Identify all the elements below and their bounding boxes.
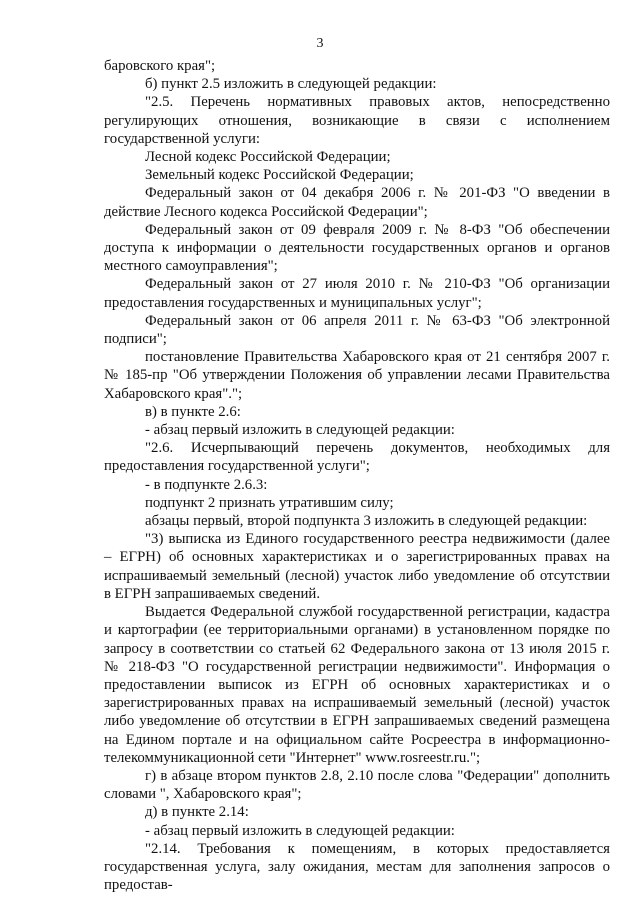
paragraph: Выдается Федеральной службой государственной регистрации, кадастра и картографии (ее территориальными органами) в установленном порядке по запросу в соответствии со статьей 62 Федерального закона от 13 июля 2015 г. № 218-ФЗ "О государственной регистрации недвижимости". Информация о предоставлении выписок из ЕГРН об основных характеристиках и о зарегистрированных правах на испрашиваемый земельный (лесной) участок либо уведомление об отсутствии в ЕГРН запрашиваемых сведений размещена на Едином портале и на официальном сайте Росреестра в информационно-телекоммуникационной сети "Интернет" www.rosreestr.ru."; bbox=[104, 604, 610, 766]
paragraph: в) в пункте 2.6: bbox=[145, 403, 241, 420]
paragraph: подпункт 2 признать утратившим силу; bbox=[145, 494, 394, 511]
paragraph: д) в пункте 2.14: bbox=[145, 804, 249, 821]
paragraph: Федеральный закон от 09 февраля 2009 г. № 8-ФЗ "Об обеспечении доступа к информации о деятельности государственных органов и органов местного самоуправления"; bbox=[104, 221, 610, 275]
paragraph: Федеральный закон от 27 июля 2010 г. № 210-ФЗ "Об организации предоставления государственных и муниципальных услуг"; bbox=[104, 276, 610, 311]
page-number: 3 bbox=[316, 36, 324, 51]
paragraph: - абзац первый изложить в следующей редакции: bbox=[145, 822, 455, 839]
paragraph: Лесной кодекс Российской Федерации; bbox=[145, 149, 391, 166]
paragraph: "2.5. Перечень нормативных правовых актов, непосредственно регулирующих отношения, возникающие в связи с исполнением государственной услуги: bbox=[104, 94, 610, 147]
paragraph: "3) выписка из Единого государственного реестра недвижимости (далее – ЕГРН) об основных характеристиках и о зарегистрированных правах на испрашиваемый земельный (лесной) участок либо уведомление об отсутствии в ЕГРН запрашиваемых сведений. bbox=[104, 531, 610, 602]
document-body bbox=[104, 57, 610, 894]
paragraph: Федеральный закон от 04 декабря 2006 г. № 201-ФЗ "О введении в действие Лесного кодекса Российской Федерации"; bbox=[104, 185, 610, 220]
paragraph: г) в абзаце втором пунктов 2.8, 2.10 после слова "Федерации" дополнить словами ", Хабаровского края"; bbox=[104, 767, 610, 803]
paragraph: абзацы первый, второй подпункта 3 изложить в следующей редакции: bbox=[145, 513, 588, 530]
paragraph: баровского края"; bbox=[104, 58, 216, 74]
paragraph: б) пункт 2.5 изложить в следующей редакции: bbox=[145, 76, 437, 93]
paragraph: "2.14. Требования к помещениям, в которых предоставляется государственная услуга, залу ожидания, местам для заполнения запросов о предостав- bbox=[104, 840, 610, 894]
paragraph: - в подпункте 2.6.3: bbox=[145, 476, 268, 493]
paragraph: Земельный кодекс Российской Федерации; bbox=[145, 167, 414, 184]
paragraph: Федеральный закон от 06 апреля 2011 г. № 63-ФЗ "Об электронной подписи"; bbox=[104, 312, 610, 348]
paragraph: - абзац первый изложить в следующей редакции: bbox=[145, 422, 455, 439]
paragraph: постановление Правительства Хабаровского края от 21 сентября 2007 г. № 185-пр "Об утверждении Положения об управлении лесами Правительства Хабаровского края"."; bbox=[104, 349, 610, 402]
paragraph: "2.6. Исчерпывающий перечень документов, необходимых для предоставления государственной услуги"; bbox=[104, 440, 610, 475]
